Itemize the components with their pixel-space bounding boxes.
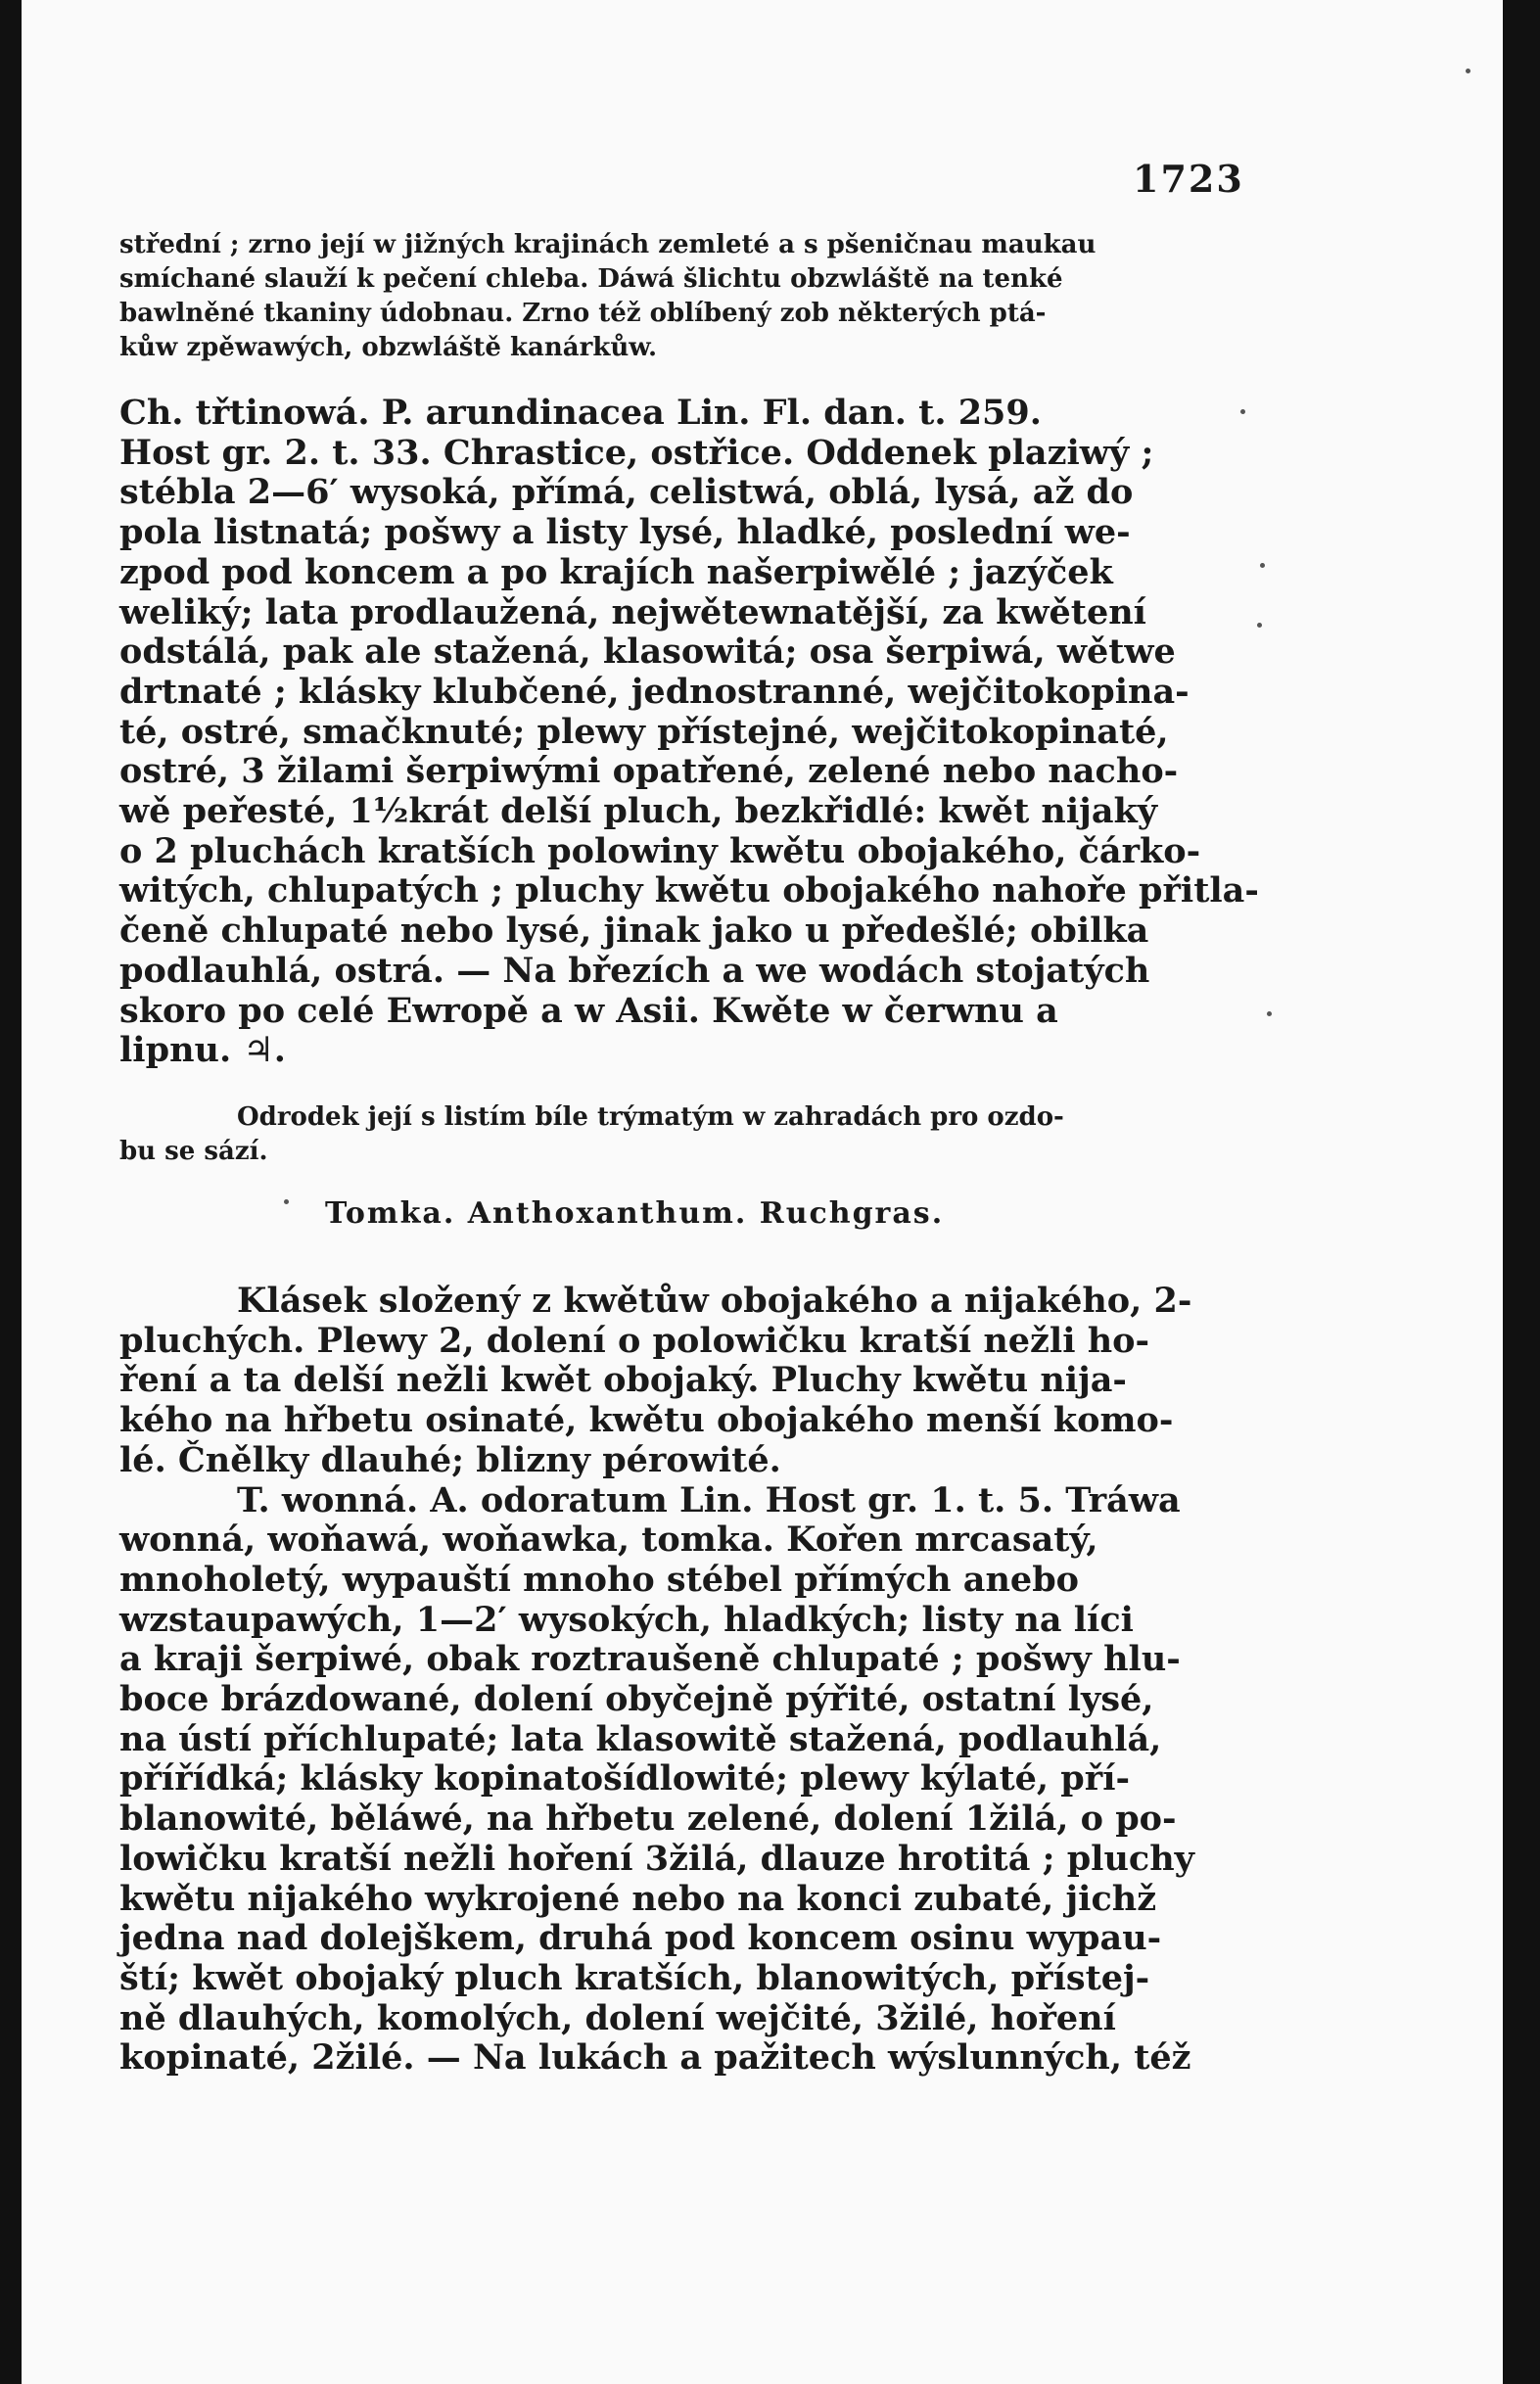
scan-speck: [1240, 409, 1245, 414]
text-line: ští; kwět obojaký pluch kratších, blanowitých, přístej-: [119, 1957, 1150, 1998]
text-line: bu se sází.: [119, 1137, 268, 1166]
text-line: ně dlauhých, komolých, dolení wejčité, 3žilé, hoření: [119, 1997, 1116, 2038]
text-line: drtnaté ; klásky klubčené, jednostranné, wejčitokopina-: [119, 671, 1190, 712]
text-line: té, ostré, smačknuté; plewy přístejné, wejčitokopinaté,: [119, 711, 1169, 752]
text-line: Host gr. 2. t. 33. Chrastice, ostřice. Oddenek plaziwý ;: [119, 432, 1154, 473]
text-line: boce brázdowané, dolení obyčejně pýřité, ostatní lysé,: [119, 1679, 1154, 1720]
text-line: Klásek složený z kwětůw obojakého a nijakého, 2-: [237, 1281, 1192, 1321]
text-line: Ch. třtinowá. P. arundinacea Lin. Fl. dan. t. 259.: [119, 393, 1042, 433]
text-line: kwětu nijakého wykrojené nebo na konci zubaté, jichž: [119, 1878, 1157, 1919]
text-line: čeně chlupaté nebo lysé, jinak jako u předešlé; obilka: [119, 911, 1149, 952]
scan-border-left: [0, 0, 22, 2384]
text-line: jedna nad dolejškem, druhá pod koncem osinu wypau-: [119, 1918, 1162, 1959]
text-line: weliký; lata prodlaužená, nejwětewnatější, za kwětení: [119, 591, 1146, 632]
text-line: podlauhlá, ostrá. — Na březích a we wodách stojatých: [119, 950, 1150, 991]
scan-speck: [1466, 69, 1470, 73]
text-line: wě peřesté, 1½krát delší pluch, bezkřidlé: kwět nijaký: [119, 791, 1158, 832]
text-line: ostré, 3 žilami šerpiwými opatřené, zelené nebo nacho-: [119, 751, 1179, 792]
paragraph-variety-note: [119, 1100, 1216, 1169]
genus-heading: Tomka. Anthoxanthum. Ruchgras.: [325, 1196, 945, 1231]
text-line: o 2 pluchách kratších polowiny kwětu obojakého, čárko-: [119, 830, 1201, 871]
text-line: kopinaté, 2žilé. — Na lukách a pažitech wýslunných, též: [119, 2037, 1191, 2079]
text-line: smíchané slauží k pečení chleba. Dáwá šlichtu obzwláště na tenké: [119, 264, 1063, 294]
text-line: bawlněné tkaniny údobnau. Zrno též oblíbený zob některých ptá-: [119, 299, 1047, 328]
text-line: střední ; zrno její w jižných krajinách zemleté a s pšeničnau maukau: [119, 230, 1097, 259]
text-line: stébla 2—6′ wysoká, přímá, celistwá, oblá, lysá, až do: [119, 472, 1134, 513]
text-line: blanowité, běláwé, na hřbetu zelené, dolení 1žilá, o po-: [119, 1799, 1177, 1840]
paragraph-anthoxanthum: [119, 1282, 1216, 2079]
text-line: pluchých. Plewy 2, dolení o polowičku kratší nežli ho-: [119, 1320, 1150, 1361]
book-page: [22, 0, 1503, 2384]
scan-speck: [1257, 623, 1262, 628]
scan-speck: [1260, 563, 1265, 568]
text-line: ření a ta delší nežli kwět obojaký. Pluchy kwětu nija-: [119, 1360, 1127, 1401]
text-line: kého na hřbetu osinaté, kwětu obojakého menší komo-: [119, 1400, 1174, 1441]
text-line: skoro po celé Ewropě a w Asii. Kwěte w čerwnu a: [119, 990, 1058, 1031]
text-line: witých, chlupatých ; pluchy kwětu obojakého nahoře přitla-: [119, 870, 1259, 912]
text-line: na ústí příchlupaté; lata klasowitě stažená, podlauhlá,: [119, 1718, 1162, 1759]
scan-speck: [284, 1199, 289, 1204]
scan-speck: [1267, 1011, 1272, 1016]
scan-border-right: [1503, 0, 1540, 2384]
text-line: lipnu. ♃.: [119, 1030, 286, 1071]
text-line: mnoholetý, wypauští mnoho stébel přímých anebo: [119, 1559, 1080, 1600]
text-line: kůw zpěwawých, obzwláště kanárkůw.: [119, 333, 658, 362]
text-line: odstálá, pak ale stažená, klasowitá; osa šerpiwá, wětwe: [119, 631, 1176, 673]
text-line: přířídká; klásky kopinatošídlowité; plewy kýlaté, pří-: [119, 1758, 1131, 1800]
text-line: lowičku kratší nežli hoření 3žilá, dlauze hrotitá ; pluchy: [119, 1838, 1195, 1879]
text-line: wonná, woňawá, woňawka, tomka. Kořen mrcasatý,: [119, 1519, 1098, 1561]
page-number: 1723: [1133, 157, 1244, 201]
text-line: a kraji šerpiwé, obak roztraušeně chlupaté ; pošwy hlu-: [119, 1639, 1181, 1680]
text-line: T. wonná. A. odoratum Lin. Host gr. 1. t. 5. Tráwa: [237, 1479, 1181, 1520]
text-line: Odrodek její s listím bíle trýmatým w zahradách pro ozdo-: [237, 1102, 1064, 1132]
paragraph-phalaris: [119, 393, 1259, 1071]
text-line: pola listnatá; pošwy a listy lysé, hladké, poslední we-: [119, 512, 1131, 553]
text-line: lé. Čnělky dlauhé; blizny pérowité.: [119, 1439, 781, 1480]
text-line: wzstaupawých, 1—2′ wysokých, hladkých; listy na líci: [119, 1599, 1134, 1640]
paragraph-intro: [119, 228, 1216, 365]
text-line: zpod pod koncem a po krajích našerpiwělé ; jazýček: [119, 551, 1113, 592]
